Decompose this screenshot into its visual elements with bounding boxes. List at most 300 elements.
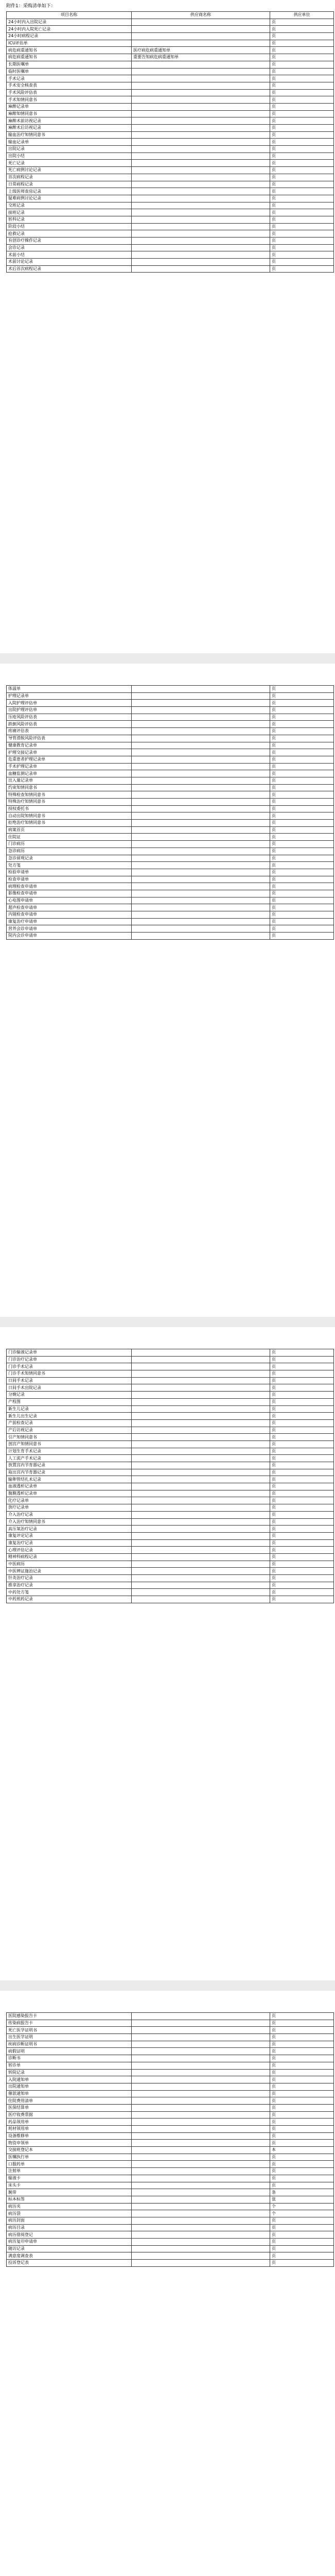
- table-row: [7, 68, 334, 75]
- supplier-name-cell: [132, 1370, 270, 1378]
- supplier-name-cell: [132, 869, 270, 876]
- unit-cell: 页: [270, 1377, 334, 1384]
- unit-cell: 页: [270, 2175, 334, 2182]
- supplier-name-cell: [132, 223, 270, 230]
- supplier-name-cell: [132, 1476, 270, 1483]
- table-row: [7, 869, 334, 876]
- table-row: [7, 2175, 334, 2182]
- supplier-name-cell: [132, 2260, 270, 2267]
- unit-cell: 页: [270, 2041, 334, 2048]
- unit-cell: 页: [270, 1469, 334, 1476]
- table-row: [7, 265, 334, 273]
- supplier-name-cell: [132, 181, 270, 188]
- item-name-cell: 约束知情同意书: [7, 784, 132, 791]
- table-row: [7, 61, 334, 68]
- table-row: [7, 883, 334, 890]
- supplier-name-cell: [132, 259, 270, 266]
- item-name-cell: 出院护理评估单: [7, 707, 132, 714]
- unit-cell: 页: [270, 68, 334, 75]
- item-name-cell: 24小时病程记录: [7, 33, 132, 40]
- unit-cell: 页: [270, 230, 334, 238]
- table-row: [7, 1384, 334, 1392]
- item-name-cell: 输血治疗知情同意书: [7, 131, 132, 139]
- unit-cell: 页: [270, 2083, 334, 2090]
- unit-cell: 个: [270, 2203, 334, 2210]
- unit-cell: 页: [270, 61, 334, 68]
- supplier-name-cell: [132, 763, 270, 770]
- unit-cell: 页: [270, 238, 334, 245]
- supplier-name-cell: [132, 1532, 270, 1539]
- supplier-name-cell: [132, 1440, 270, 1448]
- table-row: [7, 918, 334, 925]
- table-row: [7, 1497, 334, 1504]
- item-name-cell: 麻醉术后访视记录: [7, 125, 132, 132]
- unit-cell: 页: [270, 19, 334, 26]
- unit-cell: 页: [270, 174, 334, 181]
- supplier-name-cell: [132, 1434, 270, 1441]
- unit-cell: 页: [270, 1511, 334, 1518]
- table-row: [7, 742, 334, 749]
- unit-cell: 页: [270, 103, 334, 110]
- supplier-name-cell: [132, 40, 270, 47]
- supplier-name-cell: [132, 188, 270, 195]
- unit-cell: 页: [270, 925, 334, 933]
- table-row: [7, 1405, 334, 1413]
- unit-cell: 页: [270, 1384, 334, 1392]
- supplier-name-cell: [132, 897, 270, 904]
- unit-cell: 页: [270, 2090, 334, 2097]
- item-name-cell: 跌倒风险评估表: [7, 721, 132, 728]
- table-row: [7, 2083, 334, 2090]
- item-name-cell: 死亡记录: [7, 160, 132, 167]
- unit-cell: 页: [270, 1483, 334, 1490]
- table-row: [7, 75, 334, 82]
- item-name-cell: 手术安全核查表: [7, 82, 132, 89]
- supplier-name-cell: [132, 721, 270, 728]
- supplier-name-cell: [132, 2055, 270, 2062]
- table-row: [7, 749, 334, 756]
- supplier-name-cell: [132, 61, 270, 68]
- unit-cell: 页: [270, 1370, 334, 1378]
- supplier-name-cell: [132, 2210, 270, 2217]
- table-row: [7, 862, 334, 869]
- supplier-name-cell: [132, 1469, 270, 1476]
- item-name-cell: 腕带: [7, 2189, 132, 2196]
- item-name-cell: 出院小结: [7, 152, 132, 160]
- unit-cell: 页: [270, 2168, 334, 2175]
- item-name-cell: 麻醉术前访视记录: [7, 117, 132, 125]
- table-row: [7, 2119, 334, 2126]
- unit-cell: 页: [270, 1398, 334, 1405]
- supplier-name-cell: [132, 2189, 270, 2196]
- item-name-cell: 新生儿记录: [7, 1405, 132, 1413]
- table-row: [7, 202, 334, 209]
- item-name-cell: 检查申请单: [7, 876, 132, 883]
- table-row: [7, 2260, 334, 2267]
- item-name-cell: 产前检查记录: [7, 1419, 132, 1427]
- supplier-name-cell: 医疗病危病重通知单: [132, 47, 270, 54]
- item-name-cell: 手术记录: [7, 75, 132, 82]
- item-name-cell: 麻醉知情同意书: [7, 110, 132, 117]
- table-row: [7, 2231, 334, 2239]
- unit-cell: 页: [270, 883, 334, 890]
- supplier-name-cell: [132, 862, 270, 869]
- supplier-name-cell: [132, 1547, 270, 1554]
- supplier-name-cell: [132, 2119, 270, 2126]
- document-page-2: [0, 664, 335, 1317]
- item-name-cell: 投诉登记表: [7, 2260, 132, 2267]
- supplier-name-cell: [132, 265, 270, 273]
- table-row: [7, 33, 334, 40]
- item-name-cell: 门诊手术记录: [7, 1363, 132, 1370]
- supplier-name-cell: [132, 1427, 270, 1434]
- unit-cell: 页: [270, 139, 334, 146]
- unit-cell: 页: [270, 855, 334, 862]
- table-row: [7, 1532, 334, 1539]
- table-row: [7, 2013, 334, 2020]
- unit-cell: 页: [270, 2119, 334, 2126]
- item-name-cell: 转诊单: [7, 2062, 132, 2069]
- item-name-cell: 精神科病程记录: [7, 1553, 132, 1561]
- supplier-name-cell: [132, 826, 270, 834]
- table-row: [7, 2203, 334, 2210]
- item-name-cell: 护理交接记录单: [7, 749, 132, 756]
- item-name-cell: 住院证: [7, 834, 132, 841]
- unit-cell: 页: [270, 834, 334, 841]
- item-name-cell: 有创诊疗操作记录: [7, 238, 132, 245]
- supplier-name-cell: [132, 160, 270, 167]
- table-row: [7, 160, 334, 167]
- supplier-name-cell: [132, 2083, 270, 2090]
- table-row: [7, 2154, 334, 2161]
- item-name-cell: 出院通知单: [7, 2083, 132, 2090]
- supplier-name-cell: [132, 728, 270, 735]
- supplier-name-cell: [132, 2147, 270, 2154]
- table-row: [7, 686, 334, 693]
- unit-cell: 页: [270, 749, 334, 756]
- supplier-name-cell: [132, 167, 270, 174]
- table-row: [7, 1455, 334, 1462]
- unit-cell: 页: [270, 2140, 334, 2147]
- supplier-name-cell: [132, 1405, 270, 1413]
- item-name-cell: 检验申请单: [7, 869, 132, 876]
- unit-cell: 页: [270, 2154, 334, 2161]
- supplier-name-cell: [132, 784, 270, 791]
- unit-cell: 页: [270, 1476, 334, 1483]
- unit-cell: 页: [270, 735, 334, 742]
- table-row: [7, 1582, 334, 1589]
- supplier-name-cell: [132, 152, 270, 160]
- unit-cell: 页: [270, 209, 334, 216]
- supplier-name-cell: [132, 195, 270, 202]
- unit-cell: 页: [270, 2182, 334, 2189]
- table-row: [7, 146, 334, 153]
- unit-cell: 页: [270, 2239, 334, 2246]
- unit-cell: 页: [270, 1518, 334, 1526]
- unit-cell: 页: [270, 1575, 334, 1582]
- item-name-cell: 转科记录: [7, 216, 132, 223]
- unit-cell: 页: [270, 1561, 334, 1568]
- unit-cell: 页: [270, 1434, 334, 1441]
- unit-cell: 页: [270, 707, 334, 714]
- document-page-3: [0, 1327, 335, 1980]
- unit-cell: 页: [270, 2076, 334, 2083]
- table-row: [7, 933, 334, 940]
- item-name-cell: 压疮风险评估表: [7, 714, 132, 721]
- item-name-cell: 中药处方笺: [7, 1589, 132, 1596]
- table-row: [7, 2147, 334, 2154]
- item-name-cell: 24小时内入出院记录: [7, 19, 132, 26]
- item-name-cell: 康复治疗记录: [7, 1539, 132, 1547]
- supplier-name-cell: [132, 1539, 270, 1547]
- unit-cell: 页: [270, 117, 334, 125]
- supplier-name-cell: [132, 89, 270, 96]
- item-name-cell: 病案首页: [7, 826, 132, 834]
- item-name-cell: 临时医嘱单: [7, 68, 132, 75]
- item-name-cell: 交班记录: [7, 202, 132, 209]
- document-page-4: [0, 1991, 335, 2576]
- item-name-cell: 出入量记录单: [7, 777, 132, 784]
- supplier-name-cell: [132, 209, 270, 216]
- table-row: [7, 216, 334, 223]
- supplier-name-cell: [132, 2140, 270, 2147]
- supplier-name-cell: [132, 2231, 270, 2239]
- table-row: [7, 1427, 334, 1434]
- table-row: [7, 2027, 334, 2034]
- item-name-cell: 门诊手术知情同意书: [7, 1370, 132, 1378]
- item-name-cell: 随访记录: [7, 2245, 132, 2252]
- supplier-name-cell: [132, 1349, 270, 1357]
- unit-cell: 页: [270, 1419, 334, 1427]
- table-row: [7, 2182, 334, 2189]
- unit-cell: 页: [270, 1526, 334, 1533]
- table-row: [7, 2245, 334, 2252]
- item-name-cell: 心理评估记录: [7, 1547, 132, 1554]
- table-row: [7, 2076, 334, 2083]
- item-name-cell: 设备维修单: [7, 2132, 132, 2140]
- item-name-cell: 产程图: [7, 1398, 132, 1405]
- supplier-name-cell: [132, 174, 270, 181]
- item-name-cell: 自动出院知情同意书: [7, 812, 132, 820]
- item-name-cell: 中医辨证施治记录: [7, 1568, 132, 1575]
- table-row: [7, 2210, 334, 2217]
- supplier-name-cell: [132, 202, 270, 209]
- supplier-name-cell: [132, 2161, 270, 2168]
- table-row: [7, 805, 334, 812]
- table-row: [7, 1589, 334, 1596]
- supplier-name-cell: [132, 834, 270, 841]
- item-name-cell: 急诊病历: [7, 848, 132, 855]
- item-name-cell: 疾病诊断证明书: [7, 2041, 132, 2048]
- item-name-cell: 放置宫内节育器记录: [7, 1462, 132, 1469]
- table-row: [7, 1392, 334, 1399]
- supplier-name-cell: [132, 1511, 270, 1518]
- supplier-name-cell: [132, 2048, 270, 2055]
- unit-cell: 页: [270, 89, 334, 96]
- unit-cell: 页: [270, 770, 334, 777]
- item-name-cell: 出院记录: [7, 146, 132, 153]
- unit-cell: 页: [270, 2217, 334, 2224]
- table-row: [7, 925, 334, 933]
- unit-cell: 页: [270, 805, 334, 812]
- item-name-cell: 授权委托书: [7, 805, 132, 812]
- table-row: [7, 911, 334, 919]
- table-row: [7, 834, 334, 841]
- unit-cell: 页: [270, 2245, 334, 2252]
- supplier-name-cell: [132, 251, 270, 259]
- supplier-name-cell: [132, 1553, 270, 1561]
- supplier-name-cell: [132, 2175, 270, 2182]
- unit-cell: 页: [270, 714, 334, 721]
- item-name-cell: 输液卡: [7, 2175, 132, 2182]
- supplier-name-cell: [132, 799, 270, 806]
- unit-cell: 页: [270, 223, 334, 230]
- unit-cell: 页: [270, 721, 334, 728]
- unit-cell: 页: [270, 791, 334, 799]
- table-row: [7, 904, 334, 911]
- supplier-name-cell: [132, 117, 270, 125]
- item-name-cell: 医院感染报告卡: [7, 2013, 132, 2020]
- unit-cell: 页: [270, 1539, 334, 1547]
- table-row: [7, 181, 334, 188]
- item-name-cell: 抢救记录: [7, 230, 132, 238]
- unit-cell: 页: [270, 2260, 334, 2267]
- item-name-cell: 腹膜透析记录单: [7, 1490, 132, 1497]
- table-row: [7, 167, 334, 174]
- unit-cell: 页: [270, 1448, 334, 1455]
- supplier-name-cell: [132, 2062, 270, 2069]
- supplier-name-cell: [132, 68, 270, 75]
- table-row: [7, 2132, 334, 2140]
- unit-cell: 页: [270, 40, 334, 47]
- supplier-name-cell: [132, 216, 270, 223]
- item-name-cell: 门诊治疗记录单: [7, 1356, 132, 1363]
- item-name-cell: 标本标签: [7, 2196, 132, 2203]
- unit-cell: 页: [270, 2062, 334, 2069]
- supplier-name-cell: [132, 1455, 270, 1462]
- item-name-cell: 满意度调查表: [7, 2252, 132, 2260]
- supplier-name-cell: [132, 125, 270, 132]
- table-row: [7, 2161, 334, 2168]
- unit-cell: 页: [270, 181, 334, 188]
- item-name-cell: 首次病程记录: [7, 174, 132, 181]
- unit-cell: 页: [270, 1349, 334, 1357]
- unit-cell: 页: [270, 820, 334, 827]
- supplier-name-cell: [132, 1490, 270, 1497]
- item-name-cell: 病历目录: [7, 2224, 132, 2231]
- item-name-cell: 死亡医学证明书: [7, 2027, 132, 2034]
- unit-cell: 页: [270, 2161, 334, 2168]
- unit-cell: 页: [270, 259, 334, 266]
- supplier-name-cell: [132, 1384, 270, 1392]
- table-row: [7, 244, 334, 251]
- item-name-cell: 疑难病例讨论记录: [7, 195, 132, 202]
- supplier-name-cell: [132, 805, 270, 812]
- supplier-name-cell: [132, 1392, 270, 1399]
- unit-cell: 个: [270, 2210, 334, 2217]
- unit-cell: 页: [270, 1568, 334, 1575]
- unit-cell: 页: [270, 2048, 334, 2055]
- table-row: [7, 1561, 334, 1568]
- table-row: [7, 174, 334, 181]
- table-row: [7, 2189, 334, 2196]
- table-row: [7, 131, 334, 139]
- unit-cell: 页: [270, 890, 334, 897]
- supplier-name-cell: [132, 1589, 270, 1596]
- table-row: [7, 251, 334, 259]
- item-name-cell: 引产知情同意书: [7, 1434, 132, 1441]
- item-name-cell: 新生儿出生记录: [7, 1413, 132, 1420]
- unit-cell: 页: [270, 869, 334, 876]
- supplier-name-cell: [132, 131, 270, 139]
- item-name-cell: 口服药单: [7, 2161, 132, 2168]
- supplier-name-cell: [132, 1398, 270, 1405]
- supplier-name-cell: [132, 1483, 270, 1490]
- supplier-name-cell: [132, 2252, 270, 2260]
- item-name-cell: 影像检查申请单: [7, 890, 132, 897]
- table-header-row: [7, 12, 334, 19]
- unit-cell: 页: [270, 1553, 334, 1561]
- unit-cell: 页: [270, 75, 334, 82]
- item-name-cell: 耗材领用单: [7, 2126, 132, 2133]
- table-row: [7, 103, 334, 110]
- table-row: [7, 820, 334, 827]
- unit-cell: 页: [270, 160, 334, 167]
- unit-cell: 页: [270, 1589, 334, 1596]
- unit-cell: 页: [270, 2224, 334, 2231]
- table-row: [7, 1518, 334, 1526]
- supplier-name-cell: [132, 2126, 270, 2133]
- table-row: [7, 1363, 334, 1370]
- unit-cell: 页: [270, 897, 334, 904]
- table-row: [7, 2111, 334, 2119]
- table-row: [7, 238, 334, 245]
- item-name-cell: 医疗收费票据: [7, 2111, 132, 2119]
- table-row: [7, 26, 334, 33]
- item-name-cell: 病历复印申请单: [7, 2239, 132, 2246]
- supplier-name-cell: [132, 2104, 270, 2111]
- table-row: [7, 1377, 334, 1384]
- item-name-cell: 特殊检查知情同意书: [7, 791, 132, 799]
- item-name-cell: 阶段小结: [7, 223, 132, 230]
- unit-cell: 页: [270, 96, 334, 104]
- supplier-name-cell: [132, 855, 270, 862]
- table-row: [7, 1575, 334, 1582]
- table-row: [7, 1483, 334, 1490]
- table-row: [7, 230, 334, 238]
- supplier-name-cell: [132, 692, 270, 700]
- supplier-name-cell: [132, 1419, 270, 1427]
- table-row: [7, 2252, 334, 2260]
- table-row: [7, 2196, 334, 2203]
- table-header-cell: 供应单位: [270, 12, 334, 19]
- table-row: [7, 799, 334, 806]
- unit-cell: 页: [270, 1455, 334, 1462]
- item-name-cell: 康复治疗申请单: [7, 918, 132, 925]
- table-row: [7, 841, 334, 848]
- item-name-cell: 长期医嘱单: [7, 61, 132, 68]
- supplier-name-cell: [132, 841, 270, 848]
- unit-cell: 页: [270, 244, 334, 251]
- table-row: [7, 259, 334, 266]
- table-row: [7, 1440, 334, 1448]
- supplier-name-cell: [132, 1413, 270, 1420]
- item-name-cell: 麻醉记录单: [7, 103, 132, 110]
- supplier-name-cell: [132, 1462, 270, 1469]
- table-row: [7, 791, 334, 799]
- unit-cell: 页: [270, 756, 334, 763]
- unit-cell: 页: [270, 918, 334, 925]
